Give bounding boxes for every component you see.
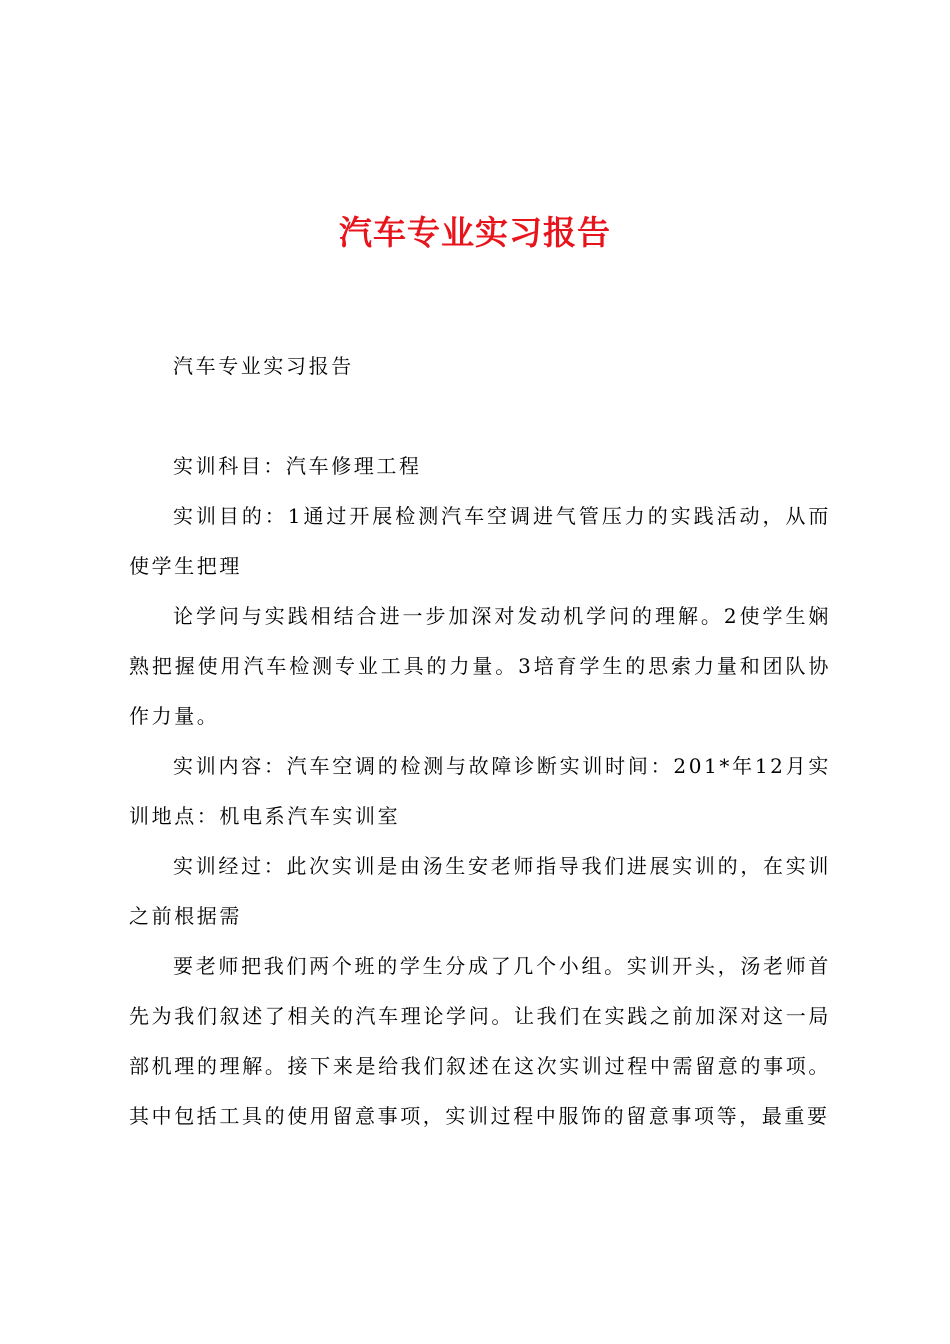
- paragraph-training-subject: 实训科目：汽车修理工程: [173, 454, 422, 478]
- subtitle-paragraph: 汽车专业实习报告: [173, 354, 354, 378]
- paragraph-training-process: 实训经过：此次实训是由汤生安老师指导我们进展实训的，在实训之前根据需: [129, 854, 831, 928]
- paragraph-training-purpose: 实训目的：1通过开展检测汽车空调进气管压力的实践活动，从而使学生把理: [129, 504, 831, 578]
- paragraph-process-continued: 要老师把我们两个班的学生分成了几个小组。实训开头，汤老师首先为我们叙述了相关的汽车理论学问。让我们在实践之前加深对这一局部机理的理解。接下来是给我们叙述在这次实训过程中需留意的事项。其中包括工具的使用留意事项，实训过程中服饰的留意事项等，最重要: [129, 954, 831, 1128]
- document-body: [129, 341, 831, 1141]
- document-title: 汽车专业实习报告: [339, 213, 611, 252]
- paragraph-training-content: 实训内容：汽车空调的检测与故障诊断实训时间：201*年12月实训地点：机电系汽车实训室: [129, 754, 831, 828]
- paragraph-purpose-continued: 论学问与实践相结合进一步加深对发动机学问的理解。2使学生娴熟把握使用汽车检测专业工具的力量。3培育学生的思索力量和团队协作力量。: [129, 604, 831, 728]
